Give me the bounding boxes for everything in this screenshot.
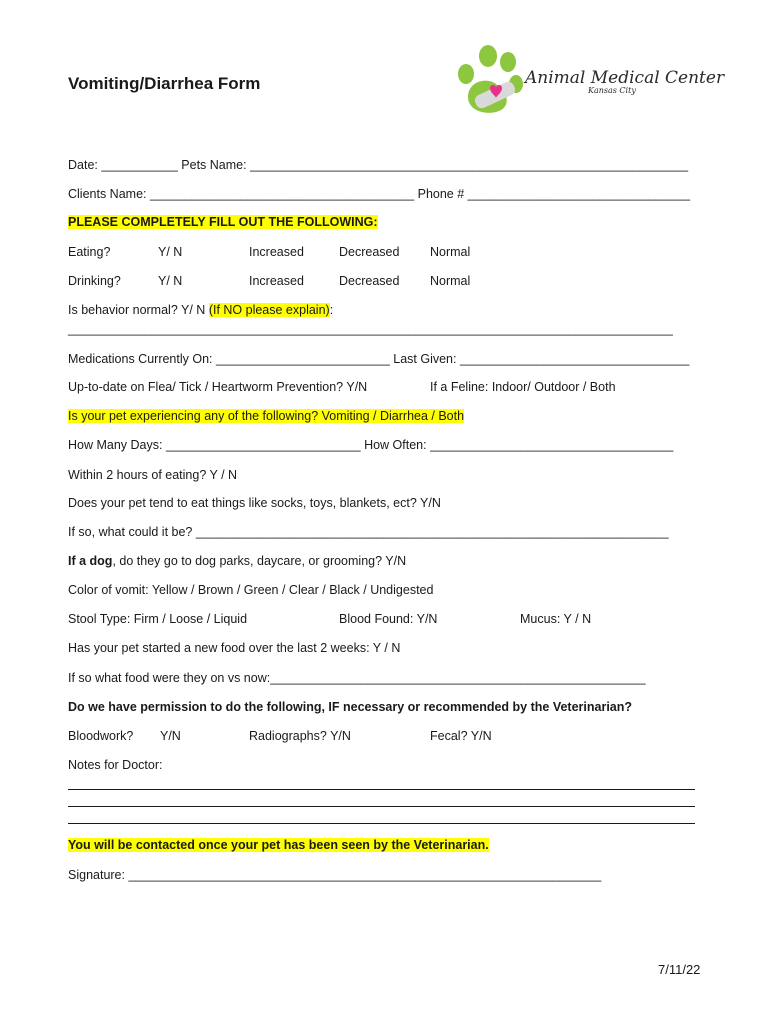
bloodwork-label: Bloodwork? [68,729,134,743]
drinking-yn[interactable]: Y/ N [158,274,183,288]
drinking-decreased[interactable]: Decreased [339,274,400,288]
drinking-label: Drinking? [68,274,121,288]
stool-type-question[interactable]: Stool Type: Firm / Loose / Liquid [68,612,248,626]
blood-found-question[interactable]: Blood Found: Y/N [339,612,438,626]
within-2-hours-question[interactable]: Within 2 hours of eating? Y / N [68,468,238,482]
drinking-increased[interactable]: Increased [249,274,304,288]
behavior-explain-line[interactable]: _______________________________________________________________________________________ [68,322,673,336]
experiencing-question[interactable] [68,408,464,424]
eating-increased[interactable]: Increased [249,245,304,259]
contacted-notice [68,837,489,853]
signature-line[interactable]: Signature: ____________________________________________________________________ [68,868,602,882]
fecal-question[interactable]: Fecal? Y/N [430,729,492,743]
dog-question[interactable] [68,553,406,569]
clinic-logo [450,42,725,117]
behavior-question[interactable] [68,302,333,318]
behavior-suffix: : [329,303,334,317]
instructions-heading [68,214,378,230]
instructions-highlight: PLEASE COMPLETELY FILL OUT THE FOLLOWING: [68,215,378,229]
eating-decreased[interactable]: Decreased [339,245,400,259]
eating-label: Eating? [68,245,111,259]
eat-things-question[interactable]: Does your pet tend to eat things like socks, toys, blankets, ect? Y/N [68,496,441,510]
permission-question: Do we have permission to do the following, IF necessary or recommended by the Veterinarian? [68,700,633,714]
dog-question-bold: If a dog [68,554,113,568]
logo-city: Kansas City [588,86,636,95]
bloodwork-yn[interactable]: Y/N [160,729,181,743]
notes-line[interactable] [68,789,695,790]
feline-question[interactable]: If a Feline: Indoor/ Outdoor / Both [430,380,616,394]
drinking-normal[interactable]: Normal [430,274,471,288]
contacted-highlight: You will be contacted once your pet has been seen by the Veterinarian. [68,838,489,852]
date-pet-name-line[interactable]: Date: ___________ Pets Name: _______________________________________________________________ [68,158,689,172]
behavior-highlight: (If NO please explain) [208,303,330,317]
vomit-color-question[interactable]: Color of vomit: Yellow / Brown / Green / Clear / Black / Undigested [68,583,434,597]
how-many-days-line[interactable]: How Many Days: ____________________________ How Often: ___________________________________ [68,438,674,452]
notes-for-doctor-label: Notes for Doctor: [68,758,163,772]
radiographs-question[interactable]: Radiographs? Y/N [249,729,351,743]
form-title: Vomiting/Diarrhea Form [68,74,261,93]
form-revision-date: 7/11/22 [658,962,701,977]
prevention-question[interactable]: Up-to-date on Flea/ Tick / Heartworm Prevention? Y/N [68,380,368,394]
notes-line[interactable] [68,823,695,824]
experiencing-highlight: Is your pet experiencing any of the following? Vomiting / Diarrhea / Both [68,409,465,423]
dog-question-rest: , do they go to dog parks, daycare, or grooming? Y/N [112,554,407,568]
new-food-question[interactable]: Has your pet started a new food over the last 2 weeks: Y / N [68,641,401,655]
logo-name: Animal Medical Center [525,68,725,88]
notes-line[interactable] [68,806,695,807]
medications-line[interactable]: Medications Currently On: _________________________ Last Given: _________________________________ [68,352,690,366]
eating-normal[interactable]: Normal [430,245,471,259]
eating-yn[interactable]: Y/ N [158,245,183,259]
what-could-it-be-line[interactable]: If so, what could it be? ____________________________________________________________________ [68,525,669,539]
client-phone-line[interactable]: Clients Name: ______________________________________ Phone # ________________________________ [68,187,691,201]
mucus-question[interactable]: Mucus: Y / N [520,612,592,626]
paw-icon [450,42,530,117]
what-food-line[interactable]: If so what food were they on vs now:______________________________________________________ [68,671,646,685]
behavior-prefix: Is behavior normal? Y/ N [68,303,209,317]
